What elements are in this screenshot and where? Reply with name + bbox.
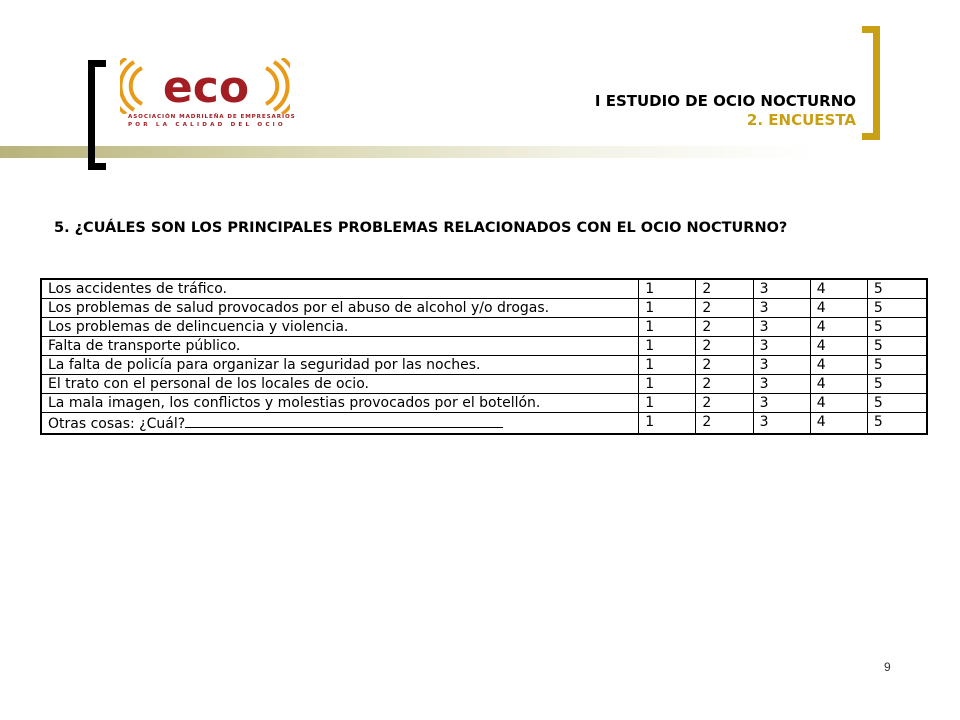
problem-statement-cell <box>41 279 639 299</box>
rating-option-1[interactable]: 1 <box>639 318 696 337</box>
rating-option-3[interactable]: 3 <box>753 375 810 394</box>
problem-statement-cell <box>41 299 639 318</box>
problem-statement-cell <box>41 318 639 337</box>
problem-statement: Los problemas de delincuencia y violencia. <box>48 319 349 335</box>
problem-statement-cell <box>41 356 639 375</box>
eco-logo-mark <box>120 58 290 114</box>
rating-option-4[interactable]: 4 <box>810 337 867 356</box>
rating-option-1[interactable]: 1 <box>639 356 696 375</box>
rating-option-3[interactable]: 3 <box>753 279 810 299</box>
table-row <box>41 375 927 394</box>
rating-option-5[interactable]: 5 <box>867 318 927 337</box>
other-answer-blank-line[interactable] <box>185 413 503 428</box>
rating-option-3[interactable]: 3 <box>753 299 810 318</box>
logo-tagline-line1: ASOCIACIÓN MADRILEÑA DE EMPRESARIOS <box>128 114 296 120</box>
problem-statement: La falta de policía para organizar la seguridad por las noches. <box>48 357 481 373</box>
rating-option-1[interactable]: 1 <box>639 375 696 394</box>
rating-option-3[interactable]: 3 <box>753 356 810 375</box>
header-title-block <box>595 92 856 130</box>
rating-option-2[interactable]: 2 <box>696 356 753 375</box>
table-row <box>41 337 927 356</box>
problem-statement-cell <box>41 394 639 413</box>
rating-option-4[interactable]: 4 <box>810 356 867 375</box>
rating-option-4[interactable]: 4 <box>810 318 867 337</box>
problem-statement: Otras cosas: ¿Cuál? <box>48 416 186 432</box>
page-title: I ESTUDIO DE OCIO NOCTURNO <box>594 92 856 110</box>
problem-statement: El trato con el personal de los locales de ocio. <box>48 376 369 392</box>
problem-statement: Falta de transporte público. <box>48 338 241 354</box>
rating-option-4[interactable]: 4 <box>810 299 867 318</box>
header-gradient-bar <box>0 146 960 158</box>
right-bracket-decoration <box>862 26 880 140</box>
rating-option-2[interactable]: 2 <box>696 318 753 337</box>
rating-option-3[interactable]: 3 <box>753 337 810 356</box>
rating-option-1[interactable]: 1 <box>639 413 696 435</box>
rating-option-4[interactable]: 4 <box>810 413 867 435</box>
table-row <box>41 394 927 413</box>
rating-option-5[interactable]: 5 <box>867 375 927 394</box>
problem-statement-cell <box>41 413 639 435</box>
rating-option-5[interactable]: 5 <box>867 279 927 299</box>
rating-option-2[interactable]: 2 <box>696 394 753 413</box>
logo-tagline-line2: POR LA CALIDAD DEL OCIO <box>128 122 286 128</box>
rating-option-2[interactable]: 2 <box>696 375 753 394</box>
rating-option-1[interactable]: 1 <box>639 299 696 318</box>
question-heading: 5. ¿CUÁLES SON LOS PRINCIPALES PROBLEMAS RELACIONADOS CON EL OCIO NOCTURNO? <box>54 220 788 236</box>
rating-option-4[interactable]: 4 <box>810 375 867 394</box>
logo-wordmark: eco <box>162 62 250 113</box>
table-row <box>41 356 927 375</box>
problem-statement: La mala imagen, los conflictos y molestias provocados por el botellón. <box>48 395 541 411</box>
page-number: 9 <box>884 660 891 674</box>
rating-option-4[interactable]: 4 <box>810 279 867 299</box>
problem-statement: Los accidentes de tráfico. <box>48 281 228 297</box>
rating-option-5[interactable]: 5 <box>867 413 927 435</box>
table-row <box>41 279 927 299</box>
rating-option-3[interactable]: 3 <box>753 413 810 435</box>
rating-option-5[interactable]: 5 <box>867 394 927 413</box>
problem-statement-cell <box>41 337 639 356</box>
table-row <box>41 299 927 318</box>
rating-option-2[interactable]: 2 <box>696 299 753 318</box>
page-subtitle: 2. ENCUESTA <box>746 111 856 129</box>
rating-option-1[interactable]: 1 <box>639 394 696 413</box>
left-bracket-decoration <box>88 60 106 170</box>
rating-option-5[interactable]: 5 <box>867 337 927 356</box>
table-row <box>41 318 927 337</box>
rating-option-3[interactable]: 3 <box>753 394 810 413</box>
problem-statement: Los problemas de salud provocados por el abuso de alcohol y/o drogas. <box>48 300 550 316</box>
rating-option-4[interactable]: 4 <box>810 394 867 413</box>
rating-option-2[interactable]: 2 <box>696 279 753 299</box>
rating-option-2[interactable]: 2 <box>696 413 753 435</box>
survey-table <box>40 278 928 435</box>
rating-option-3[interactable]: 3 <box>753 318 810 337</box>
rating-option-1[interactable]: 1 <box>639 337 696 356</box>
problem-statement-cell <box>41 375 639 394</box>
rating-option-5[interactable]: 5 <box>867 356 927 375</box>
eco-logo <box>120 58 296 138</box>
rating-option-1[interactable]: 1 <box>639 279 696 299</box>
table-row <box>41 413 927 435</box>
rating-option-5[interactable]: 5 <box>867 299 927 318</box>
rating-option-2[interactable]: 2 <box>696 337 753 356</box>
